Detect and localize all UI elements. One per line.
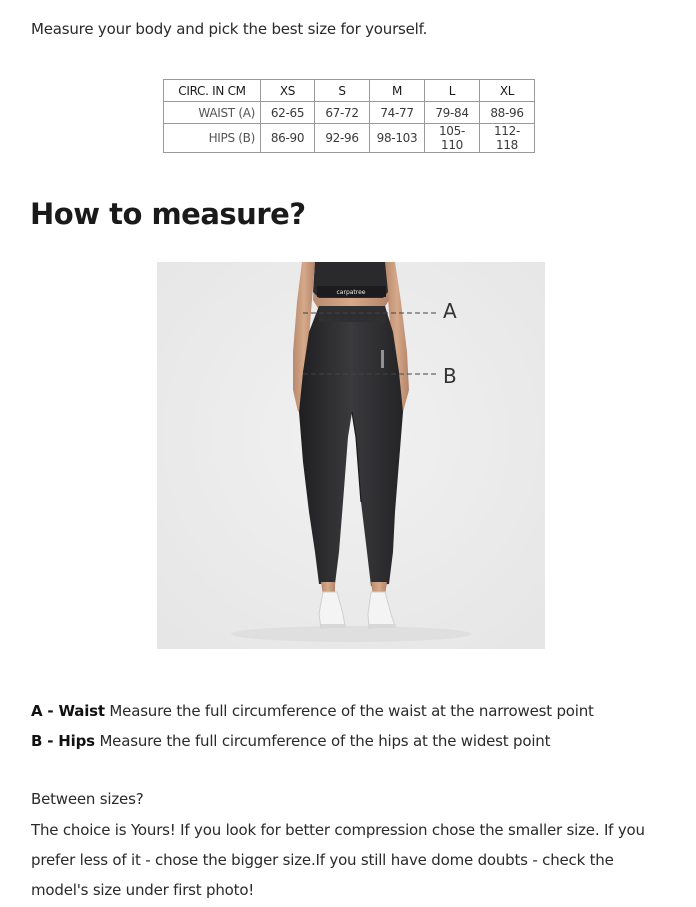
definition-text: Measure the full circumference of the waist at the narrowest point [104, 702, 594, 720]
size-chart-table [163, 79, 535, 153]
table-cell: 74-77 [370, 102, 425, 124]
table-cell: 112-118 [480, 124, 535, 153]
bra-brand-text: carpatree [336, 289, 366, 296]
header-cell: M [370, 80, 425, 102]
section-heading: How to measure? [30, 197, 306, 231]
intro-text: Measure your body and pick the best size for yourself. [31, 20, 428, 38]
measurement-photo [157, 262, 545, 649]
table-row [164, 102, 535, 124]
between-sizes-text: The choice is Yours! If you look for better compression chose the smaller size. If you prefer less of it - chose the bigger size.If you still have dome doubts - check the model's size under first photo! [31, 821, 645, 899]
row-label: HIPS (B) [164, 124, 261, 153]
table-cell: 105-110 [425, 124, 480, 153]
table-cell: 67-72 [315, 102, 370, 124]
waist-marker-label: A [443, 299, 457, 323]
table-cell: 86-90 [261, 124, 315, 153]
hips-marker-label: B [443, 364, 457, 388]
definition-hips [31, 732, 550, 750]
definition-text: Measure the full circumference of the hips at the widest point [94, 732, 551, 750]
header-cell: L [425, 80, 480, 102]
definition-key: A - Waist [31, 702, 105, 720]
table-cell: 92-96 [315, 124, 370, 153]
table-cell: 98-103 [370, 124, 425, 153]
definition-waist [31, 702, 594, 720]
between-sizes-title: Between sizes? [31, 790, 144, 808]
table-cell: 88-96 [480, 102, 535, 124]
size-chart-header-row [164, 80, 535, 102]
header-cell: S [315, 80, 370, 102]
row-label: WAIST (A) [164, 102, 261, 124]
table-row [164, 124, 535, 153]
definition-key: B - Hips [31, 732, 95, 750]
header-cell: XL [480, 80, 535, 102]
table-cell: 79-84 [425, 102, 480, 124]
header-cell: XS [261, 80, 315, 102]
table-cell: 62-65 [261, 102, 315, 124]
header-cell: CIRC. IN CM [164, 80, 261, 102]
